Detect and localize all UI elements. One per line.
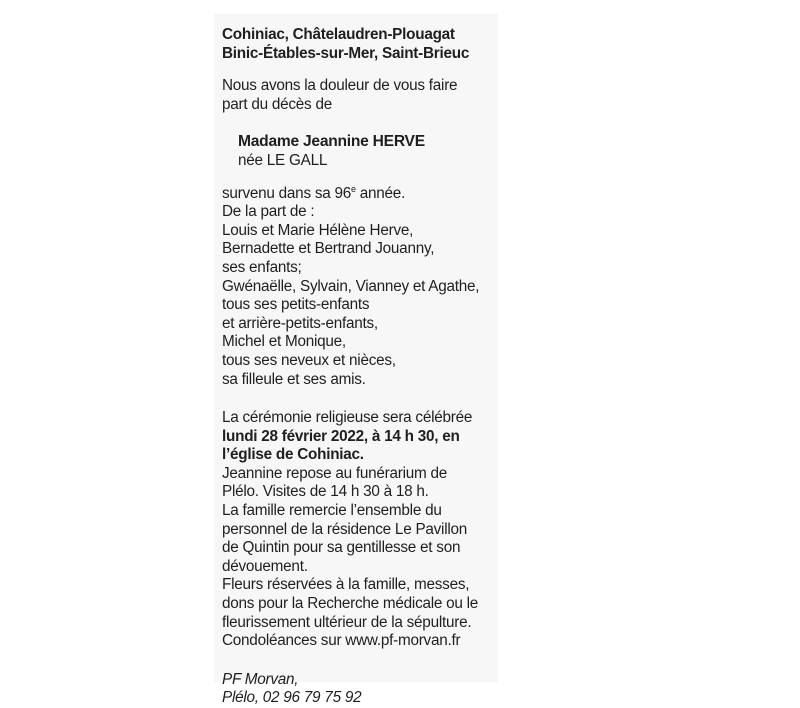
details-line: fleurissement ultérieur de la sépulture. [222, 613, 472, 631]
age-text-after: année. [355, 184, 406, 202]
funeral-home-name: PF Morvan, [222, 670, 299, 688]
details-line: Fleurs réservées à la famille, messes, [222, 576, 470, 594]
family-line: Michel et Monique, [222, 333, 346, 351]
deceased-maiden-name: née LE GALL [238, 151, 328, 169]
details-line: dons pour la Recherche médicale ou le [222, 595, 479, 613]
ceremony-line-1: La cérémonie religieuse sera célébrée [222, 409, 473, 427]
details-line: La famille remercie l’ensemble du [222, 502, 442, 520]
family-line: Gwénaëlle, Sylvain, Vianney et Agathe, [222, 277, 480, 295]
ceremony-location: l’église de Cohiniac. [222, 446, 364, 464]
header-locations-line-2: Binic-Étables-sur-Mer, Saint-Brieuc [222, 44, 470, 62]
details-line: personnel de la résidence Le Pavillon [222, 520, 468, 538]
deceased-name: Madame Jeannine HERVE [238, 133, 425, 151]
details-line: de Quintin pour sa gentillesse et son [222, 539, 461, 557]
family-line: De la part de : [222, 203, 315, 221]
ceremony-date-time: lundi 28 février 2022, à 14 h 30, en [222, 427, 460, 445]
family-line: sa filleule et ses amis. [222, 370, 366, 388]
intro-line-1: Nous avons la douleur de vous faire [222, 77, 458, 95]
details-line: Jeannine repose au funérarium de [222, 464, 448, 482]
age-statement [222, 185, 512, 204]
age-text-before: survenu dans sa 96 [222, 184, 352, 202]
family-line: ses enfants; [222, 258, 302, 276]
family-line: Louis et Marie Hélène Herve, [222, 221, 414, 239]
funeral-home-contact: Plélo, 02 96 79 75 92 [222, 689, 362, 707]
family-line: tous ses neveux et nièces, [222, 351, 396, 369]
details-line: dévouement. [222, 557, 308, 575]
family-line: et arrière-petits-enfants, [222, 314, 378, 332]
details-line: Plélo. Visites de 14 h 30 à 18 h. [222, 483, 429, 501]
obituary-notice [222, 26, 512, 708]
age-ordinal-suffix: e [351, 183, 356, 194]
intro-line-2: part du décès de [222, 95, 332, 113]
family-line: Bernadette et Bertrand Jouanny, [222, 240, 435, 258]
family-line: tous ses petits-enfants [222, 296, 370, 314]
details-line: Condoléances sur www.pf-morvan.fr [222, 632, 461, 650]
header-locations-line-1: Cohiniac, Châtelaudren-Plouagat [222, 26, 455, 43]
